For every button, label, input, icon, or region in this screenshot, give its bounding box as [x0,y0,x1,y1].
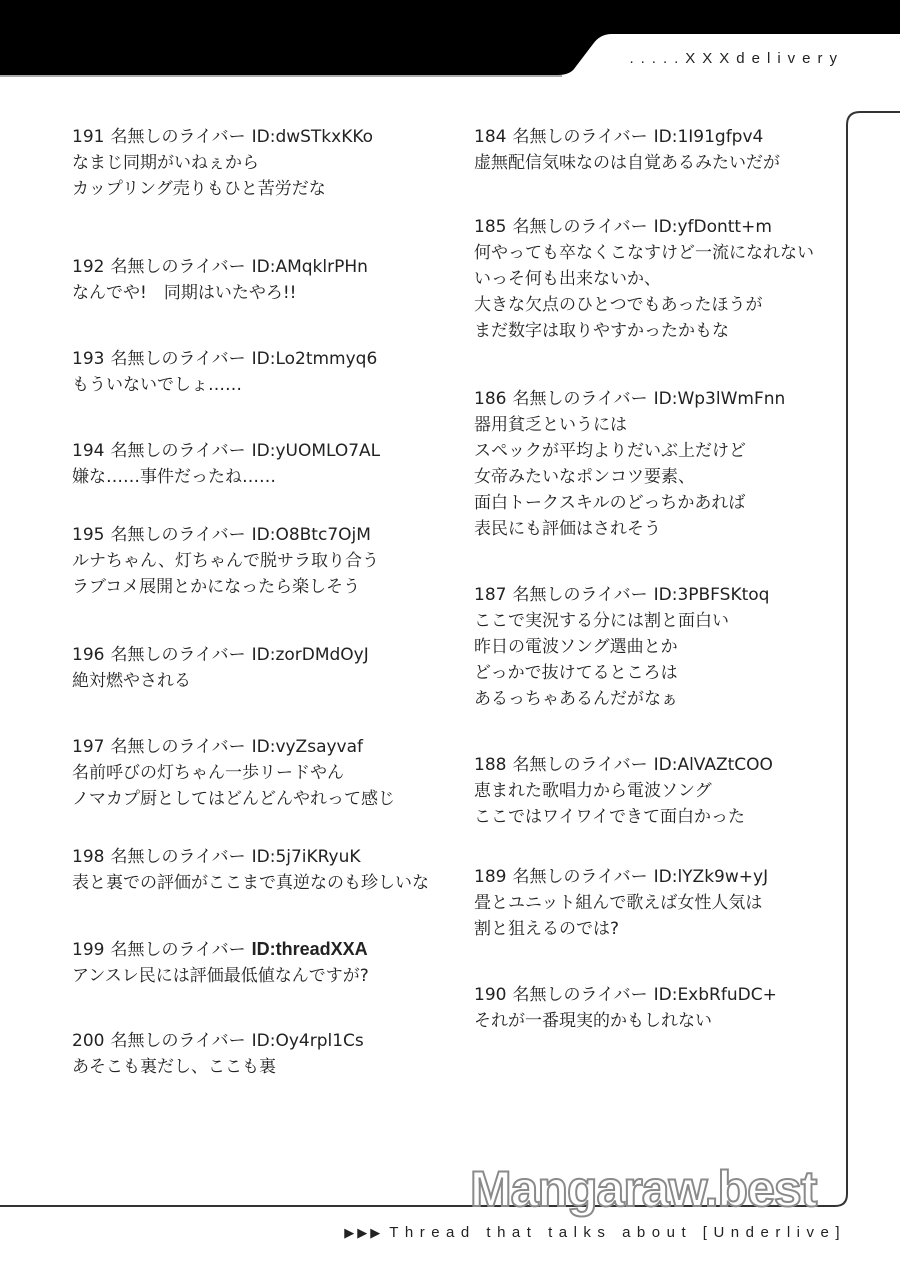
post-number: 189 [474,867,507,887]
poster-name: 名無しのライバー [110,257,246,277]
post-number: 200 [72,1031,105,1051]
poster-id: ID:5j7iKRyuK [251,847,361,867]
poster-name: 名無しのライバー [110,349,246,369]
poster-id: ID:Oy4rpl1Cs [251,1031,364,1051]
poster-name: 名無しのライバー [110,525,246,545]
post-number: 186 [474,389,507,409]
post-190 [474,982,854,1034]
post-196 [72,642,452,734]
post-header [72,522,452,548]
post-line: 表と裏での評価がここまで真逆なのも珍しいな [72,873,429,893]
post-line: 大きな欠点のひとつでもあったほうが [474,295,763,315]
post-number: 188 [474,755,507,775]
poster-name: 名無しのライバー [110,847,246,867]
poster-id: ID:AlVAZtCOO [653,755,773,775]
post-186 [474,386,854,582]
post-line: 嫌な……事件だったね…… [72,467,276,487]
poster-id: ID:dwSTkxKKo [251,127,374,147]
post-number: 197 [72,737,105,757]
post-line: スペックが平均よりだいぶ上だけど [474,441,746,461]
post-197 [72,734,452,844]
post-194 [72,438,452,522]
post-header [72,734,452,760]
post-line: 表民にも評価はされそう [474,519,661,539]
post-number: 194 [72,441,105,461]
post-number: 187 [474,585,507,605]
poster-name: 名無しのライバー [110,940,246,960]
poster-id: ID:zorDMdOyJ [251,645,369,665]
post-192 [72,254,452,346]
post-line: あるっちゃあるんだがなぁ [474,689,678,709]
poster-name: 名無しのライバー [512,867,648,887]
poster-id: ID:yUOMLO7AL [251,441,381,461]
post-line: ノマカプ厨としてはどんどんやれって感じ [72,789,395,809]
poster-name: 名無しのライバー [512,217,648,237]
post-number: 196 [72,645,105,665]
post-line: 虚無配信気味なのは自覚あるみたいだが [474,153,780,173]
poster-name: 名無しのライバー [512,585,648,605]
poster-name: 名無しのライバー [110,127,246,147]
post-header [72,1028,452,1054]
footer-label: Thread that talks about [Underlive] [389,1224,846,1241]
post-line: 割と狙えるのでは? [474,919,620,939]
poster-name: 名無しのライバー [110,441,246,461]
post-header [474,386,854,412]
poster-name: 名無しのライバー [110,645,246,665]
poster-id: ID:lYZk9w+yJ [653,867,769,887]
post-header [474,124,854,150]
post-header [72,844,452,870]
post-line: なまじ同期がいねぇから [72,153,259,173]
post-header [72,124,452,150]
post-line: いっそ何も出来ないか、 [474,269,661,289]
post-header [474,752,854,778]
poster-name: 名無しのライバー [512,985,648,1005]
post-189 [474,864,854,982]
post-line: まだ数字は取りやすかったかもな [474,321,729,341]
post-184 [474,124,854,214]
posts-column-right [474,124,854,1034]
poster-name: 名無しのライバー [512,755,648,775]
chapter-title: .....XXXdelivery [629,50,844,67]
post-line: もういないでしょ…… [72,375,242,395]
watermark-text: Mangaraw.best [470,1161,817,1217]
poster-id: ID:vyZsayvaf [251,737,364,757]
post-line: 面白トークスキルのどっちかあれば [474,493,746,513]
post-number: 193 [72,349,105,369]
poster-id: ID:O8Btc7OjM [251,525,371,545]
post-line: 何やっても卒なくこなすけど一流になれない [474,243,814,263]
post-line: 恵まれた歌唱力から電波ソング [474,781,712,801]
poster-id: ID:AMqklrPHn [251,257,368,277]
post-header [72,438,452,464]
post-line: 昨日の電波ソング選曲とか [474,637,678,657]
post-number: 191 [72,127,105,147]
post-188 [474,752,854,864]
poster-id: ID:3PBFSKtoq [653,585,770,605]
post-header [474,982,854,1008]
post-header [474,214,854,240]
poster-id: ID:yfDontt+m [653,217,772,237]
posts-column-left [72,124,452,1080]
post-number: 184 [474,127,507,147]
post-line: ここで実況する分には割と面白い [474,611,729,631]
poster-name: 名無しのライバー [512,389,648,409]
post-line: ここではワイワイできて面白かった [474,807,745,827]
post-line: なんでや! 同期はいたやろ!! [72,283,297,303]
poster-id: ID:1I91gfpv4 [653,127,764,147]
triple-arrow-icon: ▶▶▶ [344,1225,384,1240]
poster-name: 名無しのライバー [110,1031,246,1051]
post-number: 198 [72,847,105,867]
post-header [72,346,452,372]
post-200 [72,1028,452,1080]
post-line: どっかで抜けてるところは [474,663,678,683]
post-193 [72,346,452,438]
post-number: 195 [72,525,105,545]
post-header [474,582,854,608]
poster-id: ID:Wp3lWmFnn [653,389,786,409]
poster-name: 名無しのライバー [512,127,648,147]
post-185 [474,214,854,386]
post-line: カップリング売りもひと苦労だな [72,179,326,199]
post-header [72,642,452,668]
banner-shape [0,0,900,80]
post-number: 190 [474,985,507,1005]
post-line: 名前呼びの灯ちゃん一歩リードやん [72,763,344,783]
post-199 [72,936,452,1028]
post-line: それが一番現実的かもしれない [474,1011,712,1031]
post-line: 女帝みたいなポンコツ要素、 [474,467,695,487]
post-number: 185 [474,217,507,237]
page-footer [344,1224,846,1241]
post-number: 199 [72,940,105,960]
poster-id-highlighted: ID:threadXXA [251,939,368,959]
post-line: ルナちゃん、灯ちゃんで脱サラ取り合う [72,551,380,571]
post-header [72,936,452,963]
poster-name: 名無しのライバー [110,737,246,757]
post-line: 器用貧乏というには [474,415,627,435]
post-line: 畳とユニット組んで歌えば女性人気は [474,893,763,913]
post-187 [474,582,854,752]
post-header [72,254,452,280]
post-191 [72,124,452,254]
post-195 [72,522,452,642]
poster-id: ID:ExbRfuDC+ [653,985,777,1005]
post-198 [72,844,452,936]
post-number: 192 [72,257,105,277]
post-line: ラブコメ展開とかになったら楽しそう [72,577,361,597]
poster-id: ID:Lo2tmmyq6 [251,349,378,369]
post-header [474,864,854,890]
post-line: 絶対燃やされる [72,671,191,691]
post-line: アンスレ民には評価最低値なんですが? [72,966,369,986]
post-line: あそこも裏だし、ここも裏 [72,1057,276,1077]
header-banner [0,0,900,80]
